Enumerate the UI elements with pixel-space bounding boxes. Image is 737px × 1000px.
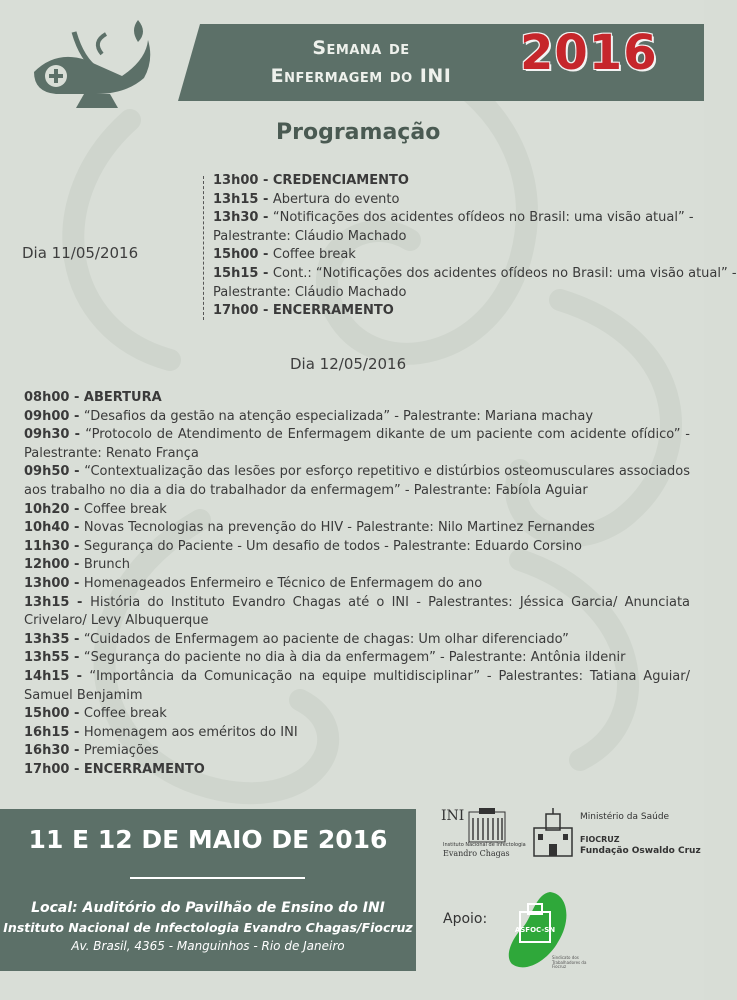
schedule-text: ENCERRAMENTO <box>83 761 205 777</box>
day1-label: Dia 11/05/2016 <box>22 244 139 262</box>
schedule-time: 16h15 <box>24 724 70 740</box>
schedule-time: 14h15 <box>24 668 70 684</box>
schedule-text: Brunch <box>83 557 131 573</box>
schedule-item <box>213 228 690 247</box>
event-title <box>236 34 486 90</box>
schedule-text: Coffee break <box>83 501 167 517</box>
schedule-time: 13h30 <box>213 210 259 226</box>
schedule-item <box>213 209 694 228</box>
schedule-time: 13h55 <box>24 650 70 666</box>
footer-divider <box>130 877 305 879</box>
event-year: 2016 <box>520 25 658 81</box>
schedule-separator: - <box>69 668 90 684</box>
ini-acronym: INI <box>441 808 465 824</box>
support-label: Apoio: <box>443 911 488 927</box>
nursing-lamp-icon <box>26 20 158 112</box>
schedule-separator: - <box>69 520 84 536</box>
schedule-text: Palestrante: Cláudio Machado <box>213 228 407 244</box>
fiocruz-label: FIOCRUZ <box>580 835 620 844</box>
schedule-item <box>24 761 690 780</box>
schedule-separator: - <box>69 631 84 647</box>
schedule-time: 17h00 <box>24 761 70 777</box>
schedule-text: ENCERRAMENTO <box>272 303 394 319</box>
schedule-item <box>24 742 690 761</box>
schedule-text: Palestrante: Cláudio Machado <box>213 284 407 300</box>
schedule-text: Premiações <box>83 743 159 759</box>
schedule-time: 09h30 <box>24 427 70 443</box>
event-address: Av. Brasil, 4365 - Manguinhos - Rio de Janeiro <box>71 939 345 953</box>
schedule-separator: - <box>258 173 273 188</box>
day2-schedule <box>24 389 690 779</box>
asfoc-text: ASFOC-SN <box>514 926 556 934</box>
schedule-time: 15h00 <box>213 247 259 263</box>
schedule-time: 13h15 <box>213 191 259 207</box>
schedule-text: “Cuidados de Enfermagem ao paciente de chagas: Um olhar diferenciado” <box>83 631 569 647</box>
schedule-text: Cont.: “Notificações dos acidentes ofídeos no Brasil: uma visão atual” - <box>272 265 737 281</box>
schedule-time: 17h00 <box>213 303 259 319</box>
schedule-time: 15h00 <box>24 706 70 722</box>
schedule-text: Novas Tecnologias na prevenção do HIV - Palestrante: Nilo Martinez Fernandes <box>83 520 595 536</box>
schedule-item <box>24 556 690 575</box>
schedule-item <box>24 408 690 427</box>
schedule-text: “Protocolo de Atendimento de Enfermagem dikante de um paciente com acidente ofídico” - Palestrante: Renato França <box>24 427 690 461</box>
schedule-text: CREDENCIAMENTO <box>272 173 409 188</box>
schedule-text: Coffee break <box>272 247 356 263</box>
schedule-separator: - <box>258 303 273 319</box>
schedule-separator: - <box>69 724 84 740</box>
schedule-text: “Notificações dos acidentes ofídeos no Brasil: uma visão atual” - <box>272 210 694 226</box>
schedule-time: 13h00 <box>213 173 259 188</box>
day2-label: Dia 12/05/2016 <box>290 355 407 373</box>
schedule-item <box>24 501 690 520</box>
event-title-line2: Enfermagem do INI <box>270 65 452 87</box>
asfoc-tagline: Sindicato dos Trabalhadores da Fiocruz <box>552 955 587 969</box>
schedule-item <box>24 426 690 463</box>
day1-divider <box>203 176 204 320</box>
schedule-separator: - <box>258 191 273 207</box>
banner-notch <box>178 24 200 101</box>
schedule-text: Segurança do Paciente - Um desafio de todos - Palestrante: Eduardo Corsino <box>83 538 582 554</box>
schedule-time: 09h50 <box>24 464 70 480</box>
schedule-time: 11h30 <box>24 538 70 554</box>
schedule-item <box>213 302 690 321</box>
schedule-item <box>24 389 690 408</box>
event-dates: 11 E 12 DE MAIO DE 2016 <box>28 825 388 854</box>
ministry-label: Ministério da Saúde <box>580 812 670 822</box>
schedule-separator: - <box>69 650 84 666</box>
schedule-item <box>24 631 690 650</box>
schedule-item <box>24 705 690 724</box>
schedule-time: 16h30 <box>24 743 70 759</box>
schedule-text: “Contextualização das lesões por esforço repetitivo e distúrbios osteomusculares associados aos trabalho no dia a dia do trabalhador da enfermagem” - Palestrante: Fabíola Aguiar <box>24 464 690 498</box>
schedule-item <box>213 284 690 303</box>
schedule-separator: - <box>69 743 84 759</box>
schedule-separator: - <box>69 408 84 424</box>
schedule-item <box>213 265 737 284</box>
schedule-time: 13h00 <box>24 575 70 591</box>
schedule-text: ABERTURA <box>83 390 162 405</box>
schedule-text: Homenagem aos eméritos do INI <box>83 724 298 740</box>
schedule-separator: - <box>69 427 86 443</box>
schedule-separator: - <box>69 557 84 573</box>
schedule-time: 09h00 <box>24 408 70 424</box>
schedule-item <box>213 191 690 210</box>
schedule-separator: - <box>258 210 273 226</box>
schedule-item <box>213 246 690 265</box>
day1-schedule <box>213 172 737 321</box>
schedule-separator: - <box>69 761 84 777</box>
fiocruz-fullname: Fundação Oswaldo Cruz <box>580 846 701 856</box>
schedule-separator: - <box>258 265 273 281</box>
ini-subtitle: Instituto Nacional de Infectologia <box>443 842 526 848</box>
schedule-separator: - <box>69 575 84 591</box>
program-heading: Programação <box>276 120 441 145</box>
schedule-text: “Desafios da gestão na atenção especializada” - Palestrante: Mariana machay <box>83 408 594 424</box>
schedule-item <box>24 519 690 538</box>
schedule-item <box>24 594 690 631</box>
schedule-separator: - <box>69 501 84 517</box>
schedule-time: 13h15 <box>24 594 70 610</box>
schedule-item <box>24 575 690 594</box>
schedule-item <box>24 649 690 668</box>
schedule-time: 10h40 <box>24 520 70 536</box>
schedule-separator: - <box>69 538 84 554</box>
schedule-separator: - <box>258 247 273 263</box>
schedule-text: “Segurança do paciente no dia à dia da enfermagem” - Palestrante: Antônia ildenir <box>83 650 626 666</box>
schedule-item <box>24 668 690 705</box>
schedule-item <box>24 724 690 743</box>
event-title-line1: Semana de <box>312 37 410 59</box>
schedule-text: História do Instituto Evandro Chagas até o INI - Palestrantes: Jéssica Garcia/ Anunciata Crivelaro/ Levy Albuquerque <box>24 594 691 629</box>
schedule-text: Coffee break <box>83 706 167 722</box>
schedule-time: 15h15 <box>213 265 259 281</box>
schedule-text: Abertura do evento <box>272 191 400 207</box>
event-location: Local: Auditório do Pavilhão de Ensino do INI <box>31 900 385 916</box>
schedule-item <box>24 538 690 557</box>
schedule-separator: - <box>69 706 84 722</box>
event-institute: Instituto Nacional de Infectologia Evandro Chagas/Fiocruz <box>3 920 413 935</box>
schedule-text: Homenageados Enfermeiro e Técnico de Enfermagem do ano <box>83 575 483 591</box>
schedule-time: 13h35 <box>24 631 70 647</box>
schedule-time: 12h00 <box>24 557 70 573</box>
fiocruz-castle-icon <box>532 808 574 858</box>
schedule-separator: - <box>69 390 84 405</box>
ini-name: Evandro Chagas <box>443 849 510 858</box>
schedule-time: 10h20 <box>24 501 70 517</box>
schedule-item <box>24 463 690 500</box>
schedule-time: 08h00 <box>24 390 70 405</box>
schedule-separator: - <box>69 464 85 480</box>
schedule-separator: - <box>69 594 91 610</box>
schedule-text: “Importância da Comunicação na equipe multidisciplinar” - Palestrantes: Tatiana Aguiar/ Samuel Benjamim <box>24 668 690 703</box>
schedule-item <box>213 172 690 191</box>
